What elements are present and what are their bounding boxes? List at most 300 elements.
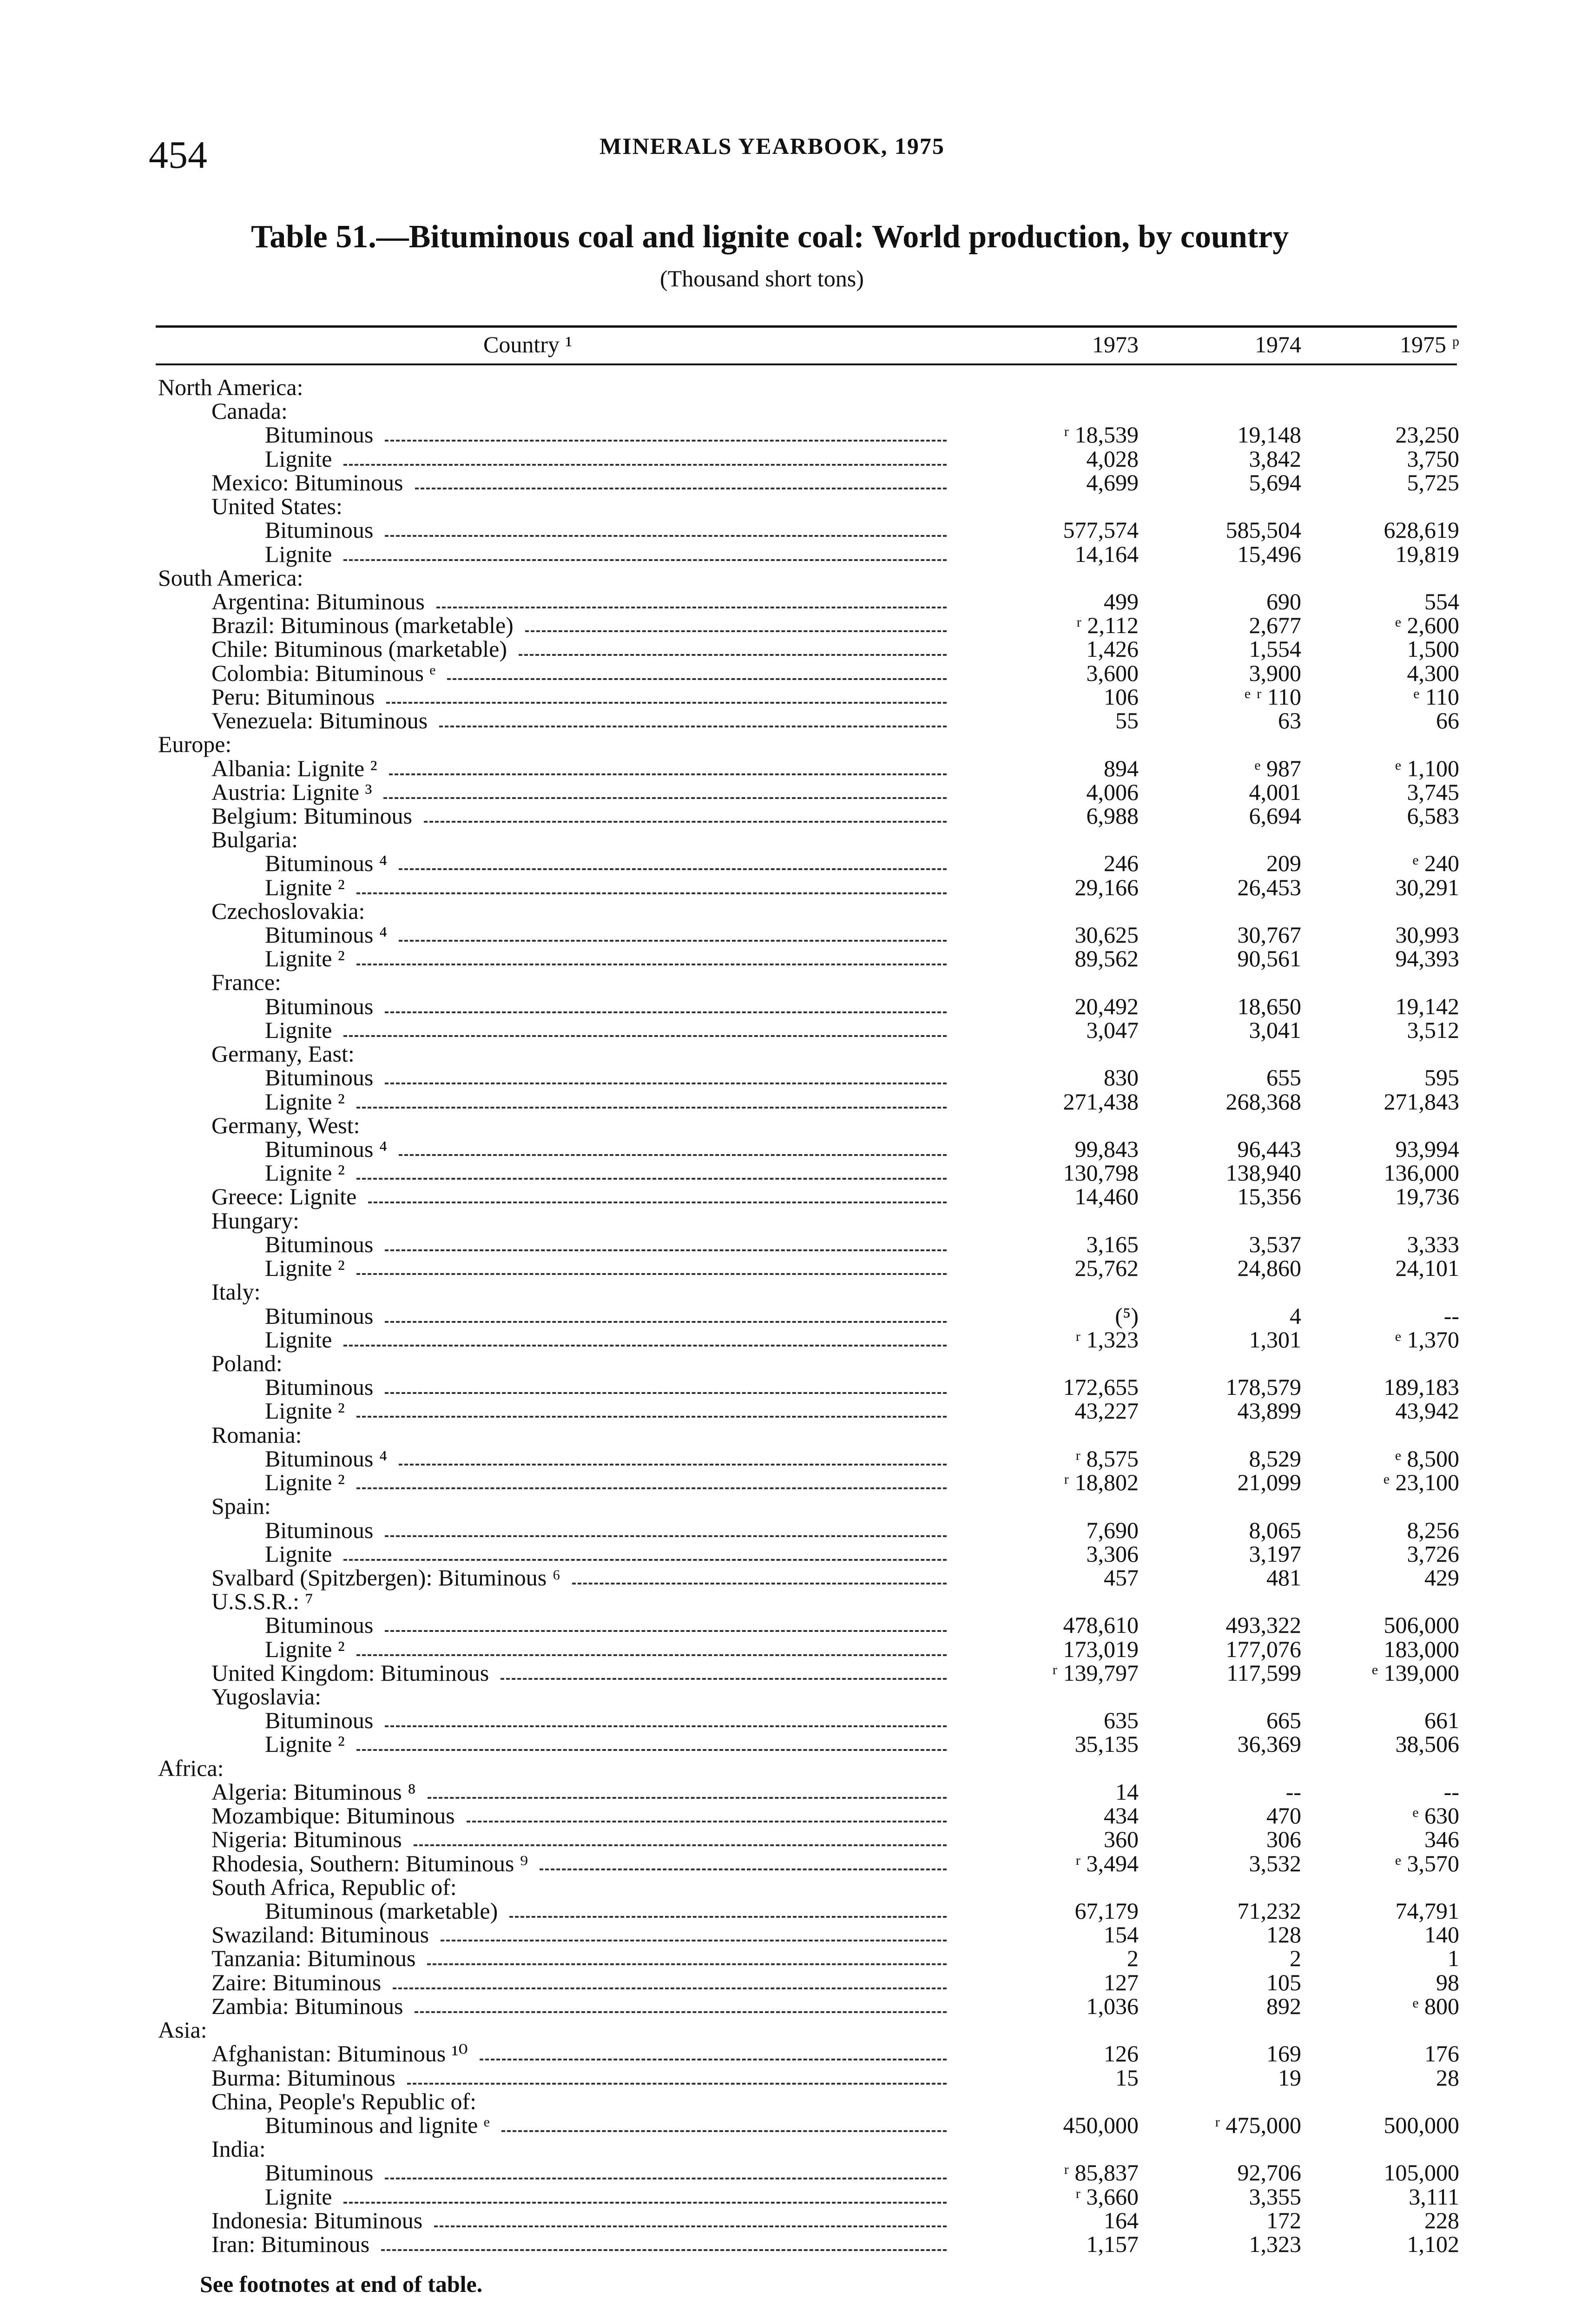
table-row xyxy=(0,1923,1581,1947)
row-label: Bituminous xyxy=(265,993,374,1019)
row-label: U.S.S.R.: ⁷ xyxy=(211,1588,313,1615)
table-row xyxy=(0,2090,1581,2113)
row-label: Bituminous xyxy=(265,1302,374,1329)
value-1974: ʳ 475,000 xyxy=(1215,2112,1301,2138)
value-1973: ʳ 18,802 xyxy=(1064,1469,1139,1496)
value-1975: ᵉ 2,600 xyxy=(1395,612,1459,639)
leader-dots xyxy=(399,1447,947,1466)
table-row xyxy=(0,2113,1581,2137)
row-label: Lignite xyxy=(265,1540,332,1567)
leader-dots xyxy=(424,804,947,823)
value-1974: 24,860 xyxy=(1237,1255,1301,1281)
table-row xyxy=(0,447,1581,471)
value-1975: -- xyxy=(1443,1778,1459,1805)
leader-dots xyxy=(436,590,947,608)
row-label: Yugoslavia: xyxy=(211,1684,322,1710)
value-1973: 246 xyxy=(1104,850,1139,877)
row-label: Lignite ² xyxy=(265,945,345,972)
value-1975: 628,619 xyxy=(1383,517,1459,543)
value-1974: 3,532 xyxy=(1249,1850,1301,1876)
value-1973: ʳ 1,323 xyxy=(1075,1326,1139,1353)
value-1974: 178,579 xyxy=(1225,1374,1301,1400)
row-label: Greece: Lignite xyxy=(211,1183,357,1210)
table-row xyxy=(0,709,1581,733)
table-row xyxy=(0,1399,1581,1423)
value-1975: 183,000 xyxy=(1383,1636,1459,1662)
value-1973: 130,798 xyxy=(1063,1160,1139,1186)
table-row xyxy=(0,1209,1581,1233)
row-label: Africa: xyxy=(158,1755,224,1781)
row-label: Bituminous ⁴ xyxy=(265,922,388,948)
table-row xyxy=(0,1280,1581,1304)
value-1975: ᵉ 23,100 xyxy=(1383,1469,1459,1496)
row-label: Lignite xyxy=(265,1017,332,1043)
value-1975: 3,333 xyxy=(1407,1231,1459,1257)
row-label: Tanzania: Bituminous xyxy=(211,1945,416,1972)
table-row xyxy=(0,376,1581,399)
value-1975: ᵉ 240 xyxy=(1412,850,1459,877)
leader-dots xyxy=(343,447,947,466)
table-row xyxy=(0,899,1581,923)
leader-dots xyxy=(385,1519,947,1537)
row-label: Bituminous and lignite ᵉ xyxy=(265,2112,490,2138)
value-1975: 1,102 xyxy=(1407,2231,1459,2258)
table-row xyxy=(0,1042,1581,1066)
row-label: Asia: xyxy=(158,2017,207,2043)
value-1974: 2,677 xyxy=(1249,612,1301,639)
leader-dots xyxy=(439,709,947,727)
value-1975: ᵉ 800 xyxy=(1412,1993,1459,2019)
leader-dots xyxy=(501,2113,947,2132)
leader-dots xyxy=(385,1613,947,1632)
row-label: Lignite ² xyxy=(265,1255,345,1281)
leader-dots xyxy=(343,2185,947,2204)
value-1974: 15,496 xyxy=(1237,541,1301,567)
value-1974: 655 xyxy=(1266,1064,1301,1091)
row-label: Europe: xyxy=(158,731,232,758)
value-1974: ᵉ ʳ 110 xyxy=(1245,683,1301,710)
value-1974: 3,355 xyxy=(1249,2183,1301,2210)
row-label: Bituminous ⁴ xyxy=(265,1136,388,1162)
value-1973: 20,492 xyxy=(1074,993,1139,1019)
value-1975: 24,101 xyxy=(1395,1255,1459,1281)
table-row xyxy=(0,1852,1581,1875)
value-1973: (⁵) xyxy=(1115,1302,1139,1329)
leader-dots xyxy=(356,876,947,894)
row-label: France: xyxy=(211,969,281,996)
running-head: MINERALS YEARBOOK, 1975 xyxy=(599,133,945,159)
value-1974: 8,065 xyxy=(1249,1517,1301,1543)
table-row xyxy=(0,1233,1581,1256)
value-1974: 15,356 xyxy=(1237,1183,1301,1210)
value-1973: 43,227 xyxy=(1074,1398,1139,1424)
value-1973: 29,166 xyxy=(1074,874,1139,900)
value-1974: 4,001 xyxy=(1249,779,1301,805)
value-1974: 1,323 xyxy=(1249,2231,1301,2258)
value-1975: 74,791 xyxy=(1395,1898,1459,1924)
table-row xyxy=(0,1994,1581,2018)
value-1973: 89,562 xyxy=(1074,945,1139,972)
row-label: Bituminous ⁴ xyxy=(265,850,388,877)
value-1974: 3,900 xyxy=(1249,660,1301,686)
value-1975: 1,500 xyxy=(1407,636,1459,662)
table-row xyxy=(0,1447,1581,1471)
leader-dots xyxy=(385,423,947,442)
table-row xyxy=(0,637,1581,661)
value-1973: ʳ 2,112 xyxy=(1076,612,1139,639)
leader-dots xyxy=(415,1994,947,2013)
value-1974: 268,368 xyxy=(1225,1088,1301,1115)
table-row xyxy=(0,1875,1581,1899)
row-label: Mexico: Bituminous xyxy=(211,469,403,495)
value-1975: 23,250 xyxy=(1395,422,1459,448)
table-row xyxy=(0,828,1581,852)
row-label: Lignite ² xyxy=(265,1731,345,1757)
table-row xyxy=(0,733,1581,756)
value-1975: 500,000 xyxy=(1383,2112,1459,2138)
value-1973: 3,047 xyxy=(1086,1017,1139,1043)
value-1974: 18,650 xyxy=(1237,993,1301,1019)
table-top-rule xyxy=(156,325,1457,328)
value-1973: 478,610 xyxy=(1063,1612,1139,1638)
value-1973: 457 xyxy=(1104,1564,1139,1591)
value-1975: ᵉ 630 xyxy=(1412,1802,1459,1829)
value-1975: 5,725 xyxy=(1407,469,1459,495)
value-1975: 3,726 xyxy=(1407,1540,1459,1567)
table-row xyxy=(0,1304,1581,1328)
leader-dots xyxy=(540,1852,947,1870)
table-row xyxy=(0,1090,1581,1114)
value-1973: ʳ 3,660 xyxy=(1075,2183,1139,2210)
value-1973: 164 xyxy=(1104,2207,1139,2233)
leader-dots xyxy=(434,2209,947,2227)
value-1973: 830 xyxy=(1104,1064,1139,1091)
value-1973: ʳ 85,837 xyxy=(1064,2159,1139,2186)
table-row xyxy=(0,1828,1581,1851)
table-row xyxy=(0,2137,1581,2161)
value-1973: 1,157 xyxy=(1086,2231,1139,2258)
leader-dots xyxy=(385,995,947,1013)
table-row xyxy=(0,566,1581,590)
value-1973: ʳ 139,797 xyxy=(1052,1659,1139,1686)
leader-dots xyxy=(428,1780,947,1799)
value-1973: 499 xyxy=(1104,588,1139,614)
value-1975: 346 xyxy=(1424,1826,1459,1853)
leader-dots xyxy=(368,1185,947,1203)
leader-dots xyxy=(399,923,947,942)
value-1974: 306 xyxy=(1266,1826,1301,1853)
row-label: Romania: xyxy=(211,1421,302,1448)
value-1973: 577,574 xyxy=(1063,517,1139,543)
leader-dots xyxy=(356,1090,947,1109)
value-1975: 66 xyxy=(1436,707,1459,734)
table-row xyxy=(0,495,1581,518)
row-label: Albania: Lignite ² xyxy=(211,755,377,781)
value-1973: 172,655 xyxy=(1063,1374,1139,1400)
table-row xyxy=(0,2209,1581,2232)
row-label: Zambia: Bituminous xyxy=(211,1993,403,2019)
table-row xyxy=(0,2018,1581,2042)
table-row xyxy=(0,542,1581,566)
value-1975: 228 xyxy=(1424,2207,1459,2233)
leader-dots xyxy=(399,1137,947,1156)
value-1974: 8,529 xyxy=(1249,1445,1301,1472)
table-row xyxy=(0,2042,1581,2066)
table-row xyxy=(0,757,1581,780)
value-1973: 1,426 xyxy=(1086,636,1139,662)
table-row xyxy=(0,947,1581,971)
leader-dots xyxy=(385,1304,947,1323)
value-1973: 1,036 xyxy=(1086,1993,1139,2019)
value-1973: 14,460 xyxy=(1074,1183,1139,1210)
table-row xyxy=(0,1066,1581,1089)
table-row xyxy=(0,876,1581,899)
value-1974: 71,232 xyxy=(1237,1898,1301,1924)
row-label: Germany, West: xyxy=(211,1112,360,1138)
value-1975: 661 xyxy=(1424,1707,1459,1734)
value-1974: 3,537 xyxy=(1249,1231,1301,1257)
table-row xyxy=(0,971,1581,994)
row-label: North America: xyxy=(158,374,303,400)
value-1973: 127 xyxy=(1104,1969,1139,1995)
value-1973: 154 xyxy=(1104,1921,1139,1948)
row-label: Lignite xyxy=(265,445,332,472)
value-1975: 1 xyxy=(1448,1945,1459,1972)
footnote-note: See footnotes at end of table. xyxy=(200,2271,483,2297)
row-label: United Kingdom: Bituminous xyxy=(211,1659,489,1686)
table-row xyxy=(0,1352,1581,1375)
table-row xyxy=(0,1161,1581,1185)
table-row xyxy=(0,1780,1581,1804)
leader-dots xyxy=(427,1947,947,1965)
leader-dots xyxy=(383,780,947,799)
leader-dots xyxy=(480,2042,947,2060)
row-label: Bituminous xyxy=(265,1231,374,1257)
row-label: Bituminous xyxy=(265,1612,374,1638)
table-body xyxy=(0,376,1581,2256)
leader-dots xyxy=(393,1971,947,1989)
value-1973: 25,762 xyxy=(1074,1255,1139,1281)
row-label: Nigeria: Bituminous xyxy=(211,1826,402,1853)
row-label: Zaire: Bituminous xyxy=(211,1969,382,1995)
value-1975: 271,843 xyxy=(1383,1088,1459,1115)
value-1974: 26,453 xyxy=(1237,874,1301,900)
row-label: Lignite ² xyxy=(265,1636,345,1662)
value-1975: 506,000 xyxy=(1383,1612,1459,1638)
value-1974: 470 xyxy=(1266,1802,1301,1829)
column-header-country: Country ¹ xyxy=(483,331,573,357)
leader-dots xyxy=(356,1161,947,1180)
row-label: Peru: Bituminous xyxy=(211,683,375,710)
value-1974: 92,706 xyxy=(1237,2159,1301,2186)
leader-dots xyxy=(519,637,947,656)
value-1975: 3,750 xyxy=(1407,445,1459,472)
value-1975: 176 xyxy=(1424,2040,1459,2067)
value-1973: 450,000 xyxy=(1063,2112,1139,2138)
value-1974: 36,369 xyxy=(1237,1731,1301,1757)
value-1975: -- xyxy=(1443,1302,1459,1329)
value-1974: 90,561 xyxy=(1237,945,1301,972)
row-label: Lignite ² xyxy=(265,1398,345,1424)
value-1973: 4,028 xyxy=(1086,445,1139,472)
value-1975: ᵉ 1,370 xyxy=(1395,1326,1459,1353)
row-label: South America: xyxy=(158,564,303,591)
table-row xyxy=(0,923,1581,947)
table-title: Table 51.—Bituminous coal and lignite coal: World production, by country xyxy=(251,219,1289,255)
leader-dots xyxy=(385,1375,947,1394)
value-1973: 106 xyxy=(1104,683,1139,710)
value-1974: 138,940 xyxy=(1225,1160,1301,1186)
row-label: Bituminous xyxy=(265,1374,374,1400)
value-1973: 14,164 xyxy=(1074,541,1139,567)
table-row xyxy=(0,1542,1581,1566)
value-1974: -- xyxy=(1285,1778,1301,1805)
row-label: China, People's Republic of: xyxy=(211,2088,477,2114)
table-row xyxy=(0,1256,1581,1280)
value-1974: 585,504 xyxy=(1225,517,1301,543)
value-1973: 99,843 xyxy=(1074,1136,1139,1162)
value-1975: 98 xyxy=(1436,1969,1459,1995)
value-1974: 665 xyxy=(1266,1707,1301,1734)
value-1973: 3,165 xyxy=(1086,1231,1139,1257)
table-row xyxy=(0,1375,1581,1399)
leader-dots xyxy=(343,1018,947,1037)
row-label: Poland: xyxy=(211,1350,283,1376)
value-1973: ʳ 3,494 xyxy=(1075,1850,1139,1876)
value-1974: 4 xyxy=(1290,1302,1301,1329)
column-header-1975: 1975 ᵖ xyxy=(1399,331,1459,357)
value-1974: 169 xyxy=(1266,2040,1301,2067)
table-row xyxy=(0,399,1581,423)
value-1974: 892 xyxy=(1266,1993,1301,2019)
value-1974: 19,148 xyxy=(1237,422,1301,448)
value-1973: ʳ 8,575 xyxy=(1075,1445,1139,1472)
value-1974: 43,899 xyxy=(1237,1398,1301,1424)
page-number: 454 xyxy=(149,133,207,177)
value-1975: ᵉ 3,570 xyxy=(1395,1850,1459,1876)
table-row xyxy=(0,1685,1581,1709)
value-1975: 595 xyxy=(1424,1064,1459,1091)
row-label: Afghanistan: Bituminous ¹⁰ xyxy=(211,2040,468,2067)
table-row xyxy=(0,1519,1581,1542)
row-label: Lignite ² xyxy=(265,1160,345,1186)
row-label: Algeria: Bituminous ⁸ xyxy=(211,1778,416,1805)
row-label: Spain: xyxy=(211,1493,271,1519)
value-1975: 93,994 xyxy=(1395,1136,1459,1162)
value-1975: 30,291 xyxy=(1395,874,1459,900)
value-1975: 429 xyxy=(1424,1564,1459,1591)
leader-dots xyxy=(343,1328,947,1347)
value-1974: 3,041 xyxy=(1249,1017,1301,1043)
table-row xyxy=(0,685,1581,709)
value-1973: 55 xyxy=(1115,707,1139,734)
table-row xyxy=(0,1566,1581,1590)
value-1973: 271,438 xyxy=(1063,1088,1139,1115)
value-1973: 173,019 xyxy=(1063,1636,1139,1662)
leader-dots xyxy=(407,2066,947,2085)
value-1975: ᵉ 139,000 xyxy=(1372,1659,1459,1686)
table-row xyxy=(0,1185,1581,1208)
column-header-1974: 1974 xyxy=(1255,331,1301,357)
table-row xyxy=(0,2185,1581,2209)
table-row xyxy=(0,1494,1581,1518)
row-label: Burma: Bituminous xyxy=(211,2064,395,2091)
table-row xyxy=(0,1018,1581,1042)
value-1974: 690 xyxy=(1266,588,1301,614)
value-1975: 554 xyxy=(1424,588,1459,614)
table-row xyxy=(0,780,1581,804)
row-label: Bituminous xyxy=(265,1517,374,1543)
row-label: Bituminous ⁴ xyxy=(265,1445,388,1472)
value-1975: 6,583 xyxy=(1407,802,1459,829)
value-1975: 136,000 xyxy=(1383,1160,1459,1186)
row-label: Lignite xyxy=(265,1326,332,1353)
value-1973: 2 xyxy=(1127,1945,1139,1972)
table-row xyxy=(0,1328,1581,1352)
value-1975: 43,942 xyxy=(1395,1398,1459,1424)
row-label: Bulgaria: xyxy=(211,826,298,853)
leader-dots xyxy=(399,852,947,870)
value-1973: 6,988 xyxy=(1086,802,1139,829)
row-label: Colombia: Bituminous ᵉ xyxy=(211,660,436,686)
value-1973: 15 xyxy=(1115,2064,1139,2091)
table-row xyxy=(0,1637,1581,1661)
table-row xyxy=(0,1947,1581,1970)
value-1974: 172 xyxy=(1266,2207,1301,2233)
row-label: Lignite ² xyxy=(265,1469,345,1496)
value-1975: ᵉ 1,100 xyxy=(1395,755,1459,781)
table-row xyxy=(0,661,1581,685)
value-1975: 30,993 xyxy=(1395,922,1459,948)
row-label: Bituminous xyxy=(265,1707,374,1734)
row-label: Lignite ² xyxy=(265,874,345,900)
value-1974: 3,842 xyxy=(1249,445,1301,472)
value-1975: 3,512 xyxy=(1407,1017,1459,1043)
value-1973: 67,179 xyxy=(1074,1898,1139,1924)
table-row xyxy=(0,2066,1581,2090)
leader-dots xyxy=(447,661,947,680)
row-label: Lignite xyxy=(265,541,332,567)
leader-dots xyxy=(385,518,947,537)
value-1975: 4,300 xyxy=(1407,660,1459,686)
table-row xyxy=(0,1899,1581,1923)
row-label: Indonesia: Bituminous xyxy=(211,2207,423,2233)
table-row xyxy=(0,1423,1581,1447)
value-1974: 209 xyxy=(1266,850,1301,877)
leader-dots xyxy=(356,947,947,965)
row-label: Bituminous xyxy=(265,1064,374,1091)
value-1974: 21,099 xyxy=(1237,1469,1301,1496)
value-1973: 7,690 xyxy=(1086,1517,1139,1543)
table-header-rule xyxy=(156,363,1457,365)
leader-dots xyxy=(381,2232,947,2251)
row-label: Austria: Lignite ³ xyxy=(211,779,372,805)
row-label: Bituminous xyxy=(265,2159,374,2186)
row-label: South Africa, Republic of: xyxy=(211,1874,457,1900)
row-label: Chile: Bituminous (marketable) xyxy=(211,636,507,662)
value-1973: 360 xyxy=(1104,1826,1139,1853)
row-label: Bituminous xyxy=(265,422,374,448)
table-row xyxy=(0,2161,1581,2185)
table-row xyxy=(0,1114,1581,1137)
leader-dots xyxy=(415,471,947,489)
value-1974: 2 xyxy=(1290,1945,1301,1972)
value-1975: ᵉ 8,500 xyxy=(1395,1445,1459,1472)
row-label: India: xyxy=(211,2136,266,2162)
table-row xyxy=(0,804,1581,828)
leader-dots xyxy=(385,1709,947,1727)
table-row xyxy=(0,614,1581,637)
